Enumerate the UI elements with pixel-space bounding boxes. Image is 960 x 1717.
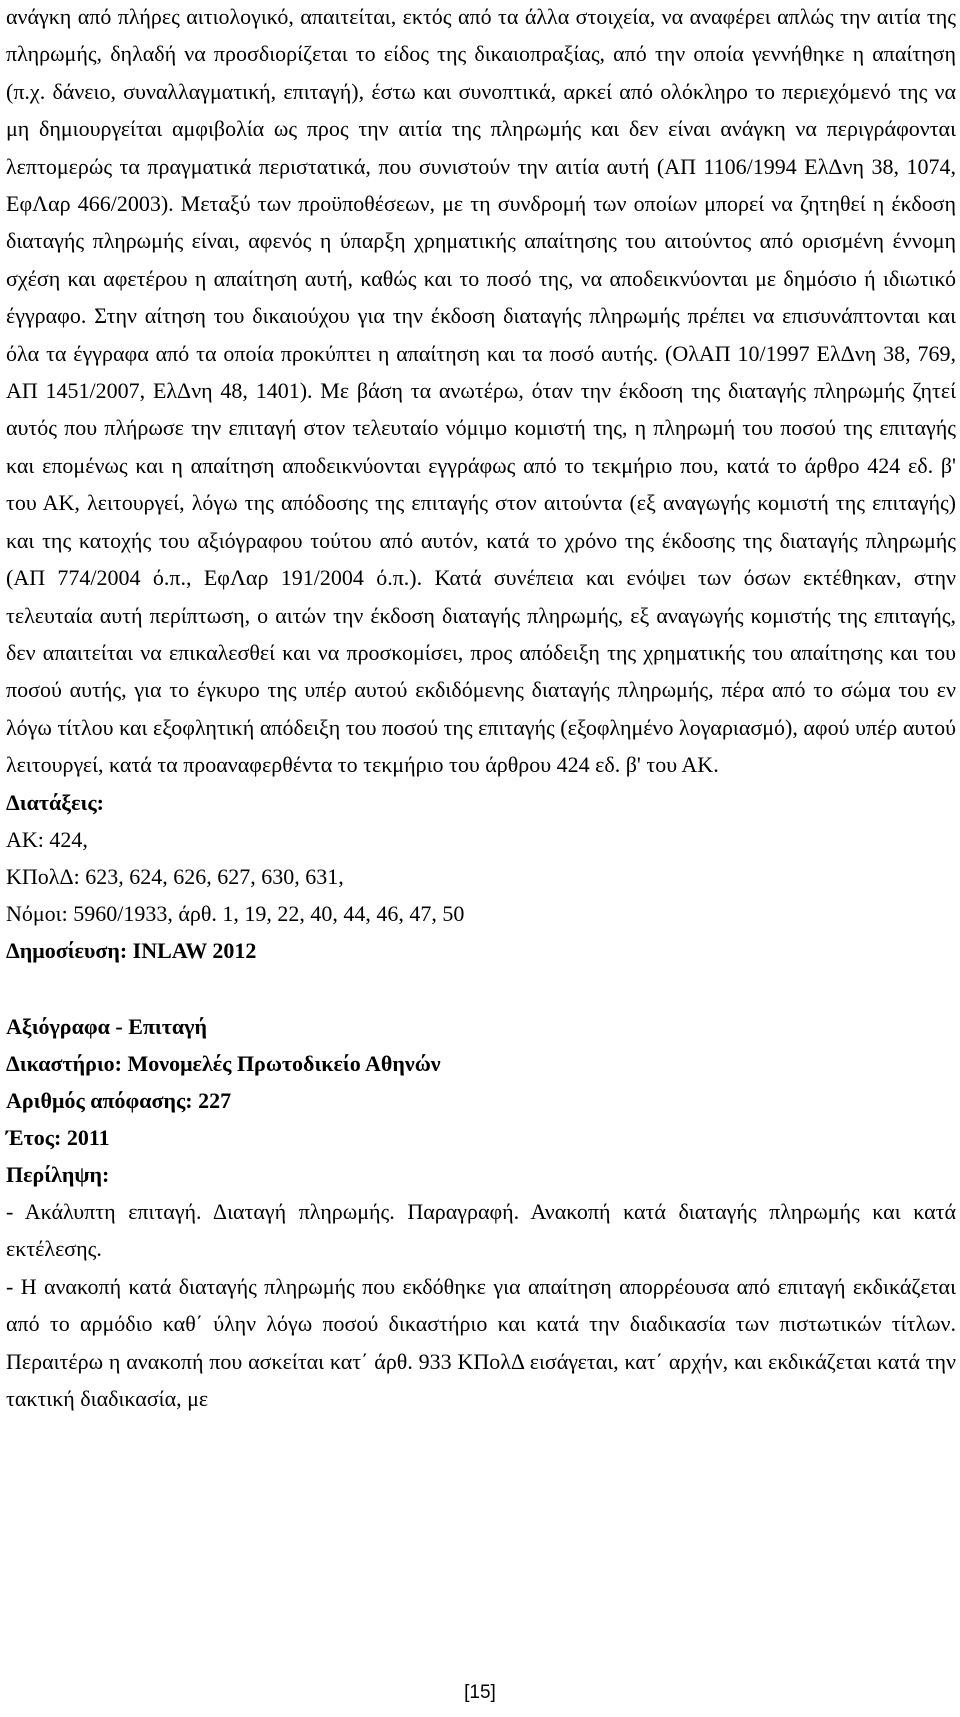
provisions-label: Διατάξεις: xyxy=(6,789,104,815)
summary-paragraph: - Ακάλυπτη επιταγή. Διαταγή πληρωμής. Παραγραφή. Ανακοπή κατά διαταγής πληρωμής και κατά εκτέλεσης. xyxy=(6,1198,956,1262)
section-gap xyxy=(6,969,956,1008)
provision-line: ΚΠολΔ: 623, 624, 626, 627, 630, 631, xyxy=(6,863,344,889)
provision-line: Νόμοι: 5960/1933, άρθ. 1, 19, 22, 40, 44, 46, 47, 50 xyxy=(6,900,465,926)
body-paragraph: ανάγκη από πλήρες αιτιολογικό, απαιτείται, εκτός από τα άλλα στοιχεία, να αναφέρει απλώς την αιτία της πληρωμής, δηλαδή να προσδιορίζεται το είδος της δικαιοπραξίας, από την οποία γεννήθηκε η απαίτηση (π.χ. δάνειο, συναλλαγματική, επιταγή), έστω και συνοπτικά, αρκεί από ολόκληρο το περιεχόμενό της να μη δημιουργείται αμφιβολία ως προς την αιτία της πληρωμής και δεν είναι ανάγκη να περιγράφονται λεπτομερώς τα πραγματικά περιστατικά, που συνιστούν την αιτία αυτή (ΑΠ 1106/1994 ΕλΔνη 38, 1074, ΕφΛαρ 466/2003). Μεταξύ των προϋποθέσεων, με τη συνδρομή των οποίων μπορεί να ζητηθεί η έκδοση διαταγής πληρωμής είναι, αφενός η ύπαρξη χρηματικής απαίτησης του αιτούντος από ορισμένη έννομη σχέση και αφετέρου η απαίτηση αυτή, καθώς και το ποσό της, να αποδεικνύονται με δημόσιο ή ιδιωτικό έγγραφο. Στην αίτηση του δικαιούχου για την έκδοση διαταγής πληρωμής πρέπει να επισυνάπτονται και όλα τα έγγραφα από τα οποία προκύπτει η απαίτηση και τα ποσό αυτής. (ΟλΑΠ 10/1997 ΕλΔνη 38, 769, ΑΠ 1451/2007, ΕλΔνη 48, 1401). Με βάση τα ανωτέρω, όταν την έκδοση της διαταγής πληρωμής ζητεί αυτός που πλήρωσε την επιταγή στον τελευταίο νόμιμο κομιστή της, η πληρωμή του ποσού της επιταγής και επομένως και η απαίτηση αποδεικνύονται εγγράφως από το τεκμήριο που, κατά το άρθρο 424 εδ. β' του ΑΚ, λειτουργεί, λόγω της απόδοσης της επιταγής στον αιτούντα (εξ αναγωγής κομιστή της επιταγής) και της κατοχής του αξιόγραφου τούτου από αυτόν, κατά το χρόνο της έκδοσης της διαταγής πληρωμής (ΑΠ 774/2004 ό.π., ΕφΛαρ 191/2004 ό.π.). Κατά συνέπεια και ενόψει των όσων εκτέθηκαν, στην τελευταία αυτή περίπτωση, ο αιτών την έκδοση διαταγής πληρωμής, εξ αναγωγής κομιστής της επιταγής, δεν απαιτείται να επικαλεσθεί και να προσκομίσει, προς απόδειξη της χρηματικής του απαίτησης και του ποσού αυτής, για το έγκυρο της υπέρ αυτού εκδιδόμενης διαταγής πληρωμής, πέρα από το σώμα του εν λόγω τίτλου και εξοφλητική απόδειξη του ποσού της επιταγής (εξοφλημένο λογαριασμό), αφού υπέρ αυτού λειτουργεί, κατά τα προαναφερθέντα το τεκμήριο του άρθρου 424 εδ. β' του ΑΚ. xyxy=(6,4,956,778)
document-page xyxy=(6,0,956,1418)
case-header xyxy=(6,1008,956,1418)
provision-line: ΑΚ: 424, xyxy=(6,826,88,852)
provisions-section xyxy=(6,784,956,969)
case-title: Αξιόγραφα - Επιταγή xyxy=(6,1013,207,1039)
summary-paragraph: - Η ανακοπή κατά διαταγής πληρωμής που εκδόθηκε για απαίτηση απορρέουσα από επιταγή εκδικάζεται από το αρμόδιο καθ΄ ύλην λόγω ποσού δικαστήριο και κατά την διαδικασία των πιστωτικών τίτλων. Περαιτέρω η ανακοπή που ασκείται κατ΄ άρθ. 933 ΚΠολΔ εισάγεται, κατ΄ αρχήν, και εκδικάζεται κατά την τακτική διαδικασία, με xyxy=(6,1273,956,1412)
court-line: Δικαστήριο: Μονομελές Πρωτοδικείο Αθηνών xyxy=(6,1050,441,1076)
publication-line: Δημοσίευση: INLAW 2012 xyxy=(6,937,257,963)
decision-number-line: Αριθμός απόφασης: 227 xyxy=(6,1087,232,1113)
summary-label: Περίληψη: xyxy=(6,1161,110,1187)
year-line: Έτος: 2011 xyxy=(6,1124,110,1150)
page-number: [15] xyxy=(464,1682,496,1703)
